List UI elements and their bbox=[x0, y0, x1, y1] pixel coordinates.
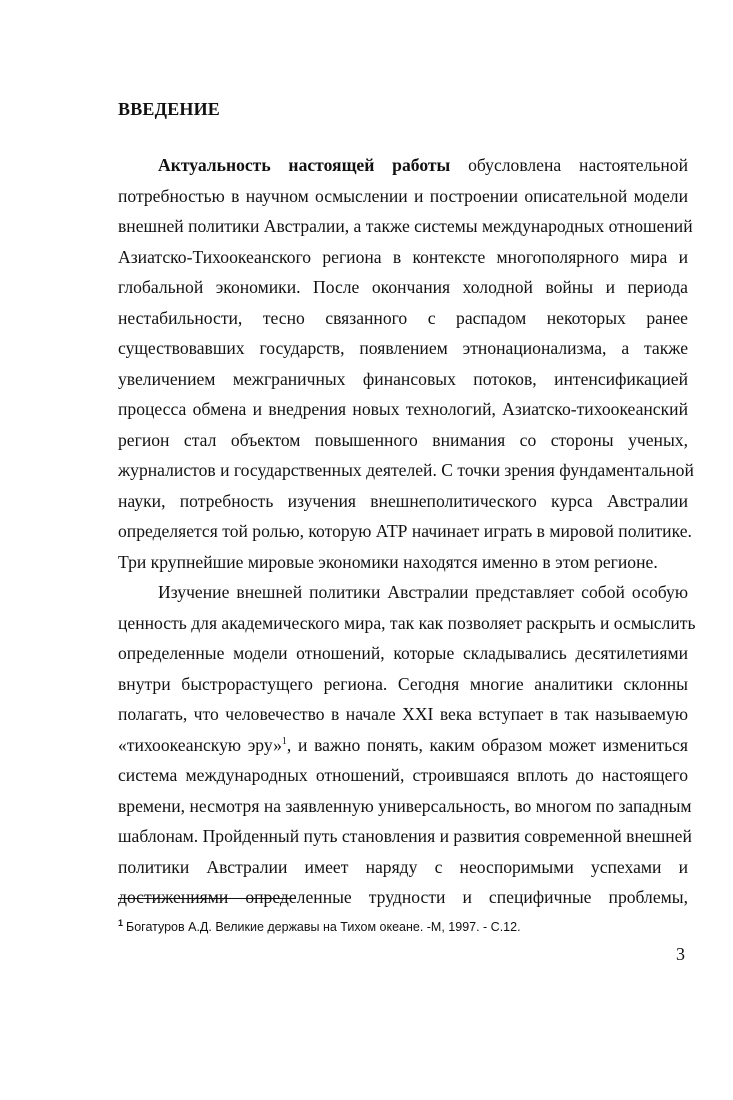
relevance-lead-text: Актуальность настоящей работы bbox=[158, 155, 451, 175]
paragraph-1-line-9: процесса обмена и внедрения новых технологий, Азиатско-тихоокеанский bbox=[118, 399, 688, 419]
paragraph-2-line-4: внутри быстрорастущего региона. Сегодня многие аналитики склонны bbox=[118, 673, 688, 694]
paragraph-2-line-6 bbox=[118, 730, 688, 761]
paragraph-2-line-3: определенные модели отношений, которые складывались десятилетиями bbox=[118, 643, 688, 663]
paragraph-2-line-2: ценность для академического мира, так как позволяет раскрыть и осмыслить bbox=[118, 612, 696, 633]
body-text bbox=[118, 150, 696, 913]
footnote-mark: 1 bbox=[118, 918, 124, 928]
paragraph-2-line-9: шаблонам. Пройденный путь становления и развития современной внешней bbox=[118, 826, 692, 846]
paragraph-1-line-13: определяется той ролью, которую АТР начинает играть в мировой политике. bbox=[118, 521, 692, 541]
paragraph-2-line-6-rest: , и важно понять, каким образом может измениться bbox=[286, 734, 688, 755]
paragraph-1-line-4: Азиатско-Тихоокеанского региона в контексте многополярного мира и bbox=[118, 246, 688, 267]
paragraph-1-line-8: увеличением межграничных финансовых потоков, интенсификацией bbox=[118, 368, 688, 389]
footnote-separator bbox=[118, 898, 296, 899]
paragraph-1-line-5: глобальной экономики. После окончания холодной войны и периода bbox=[118, 277, 688, 297]
footnote-text: Богатуров А.Д. Великие державы на Тихом океане. -М, 1997. - С.12. bbox=[126, 920, 521, 935]
page-number: 3 bbox=[676, 944, 685, 964]
pacific-era-text: «тихоокеанскую эру» bbox=[118, 734, 282, 755]
paragraph-1-line-7: существовавших государств, появлением этнонационализма, а также bbox=[118, 338, 688, 358]
paragraph-2-line-1: Изучение внешней политики Австралии представляет собой особую bbox=[158, 582, 688, 602]
paragraph-1-line-10: регион стал объектом повышенного внимания со стороны ученых, bbox=[118, 429, 688, 450]
paragraph-2-line-8: времени, несмотря на заявленную универсальность, во многом по западным bbox=[118, 795, 692, 816]
footnote-reference[interactable]: 1 bbox=[281, 735, 287, 747]
section-heading: ВВЕДЕНИЕ bbox=[118, 99, 221, 119]
paragraph-1-line-6: нестабильности, тесно связанного с распадом некоторых ранее bbox=[118, 307, 688, 328]
paragraph-1-line-3: внешней политики Австралии, а также системы международных отношений bbox=[118, 216, 693, 236]
paragraph-1-line-11: журналистов и государственных деятелей. С точки зрения фундаментальной bbox=[118, 460, 694, 480]
footnote bbox=[118, 918, 521, 934]
paragraph-1-line-14: Три крупнейшие мировые экономики находятся именно в этом регионе. bbox=[118, 551, 658, 572]
paragraph-1-line-1-rest: обусловлена настоятельной bbox=[450, 155, 688, 175]
paragraph-1-line-2: потребностью в научном осмыслении и построении описательной модели bbox=[118, 185, 688, 206]
paragraph-2-line-11: достижениями определенные трудности и специфичные проблемы, bbox=[118, 887, 688, 907]
paragraph-2-line-10: политики Австралии имеет наряду с неоспоримыми успехами и bbox=[118, 856, 688, 877]
paragraph-1-line-12: науки, потребность изучения внешнеполитического курса Австралии bbox=[118, 490, 688, 511]
paragraph-2-line-5: полагать, что человечество в начале XXI века вступает в так называемую bbox=[118, 704, 689, 724]
paragraph-2-line-7: система международных отношений, строившаяся вплоть до настоящего bbox=[118, 765, 688, 785]
paragraph-1-line-1 bbox=[118, 150, 688, 181]
